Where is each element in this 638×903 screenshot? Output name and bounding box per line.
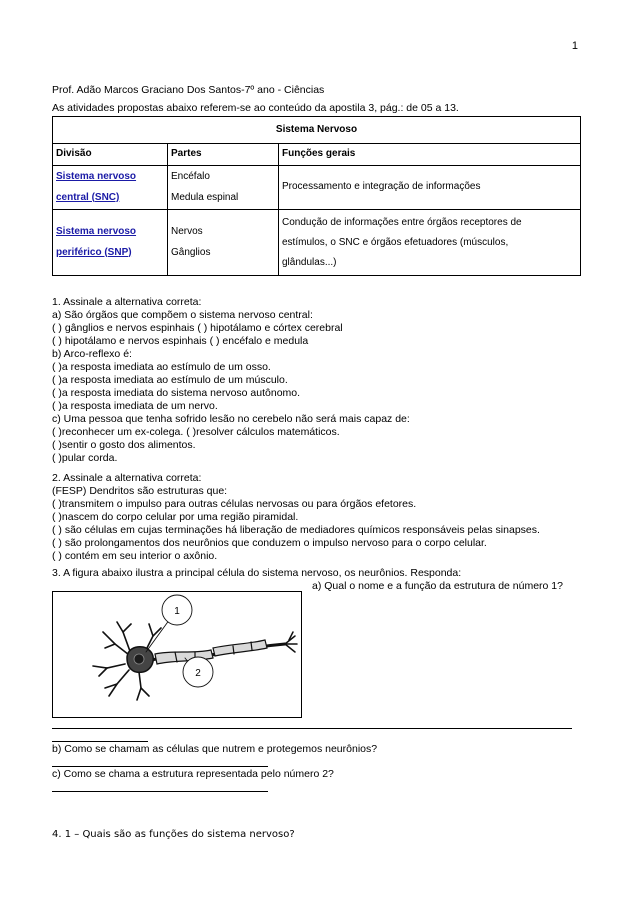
answer-line-b[interactable] [52,766,268,767]
neuron-illustration [53,592,301,717]
q1-option[interactable]: ( ) hipotálamo e nervos espinhais ( ) encéfalo e medula [52,335,309,347]
q1-line: b) Arco-reflexo é: [52,348,132,360]
function-text: Condução de informações entre órgãos receptores de [282,216,522,228]
nervous-system-table [52,116,581,276]
q1-option[interactable]: ( ) gânglios e nervos espinhais ( ) hipotálamo e córtex cerebral [52,322,343,334]
header-division: Divisão [53,144,168,166]
q1-option[interactable]: ( )a resposta imediata do sistema nervoso autônomo. [52,387,301,399]
q2-option[interactable]: ( ) são células em cujas terminações há liberação de mediadores químicos responsáveis pelas sinapses. [52,524,540,536]
label-1: 1 [174,606,180,617]
answer-line-c[interactable] [52,791,268,792]
q3-c: c) Como se chama a estrutura representada pelo número 2? [52,768,334,780]
answer-line-a2[interactable] [52,741,148,742]
page-number: 1 [571,40,578,52]
header-functions: Funções gerais [279,144,581,166]
nucleus [134,654,144,664]
division-link[interactable]: periférico (SNP) [56,246,132,258]
q2-option[interactable]: ( )transmitem o impulso para outras células nervosas ou para órgãos efetores. [52,498,417,510]
part: Nervos [171,226,203,237]
q2-line: (FESP) Dendritos são estruturas que: [52,485,228,497]
q1-option[interactable]: ( )reconhecer um ex-colega. ( )resolver cálculos matemáticos. [52,426,340,438]
intro-text: As atividades propostas abaixo referem-se ao conteúdo da apostila 3, pág.: de 05 a 13. [52,102,459,114]
question-4: 4. 1 – Quais são as funções do sistema nervoso? [52,829,295,840]
q3-a: a) Qual o nome e a função da estrutura de número 1? [312,580,563,592]
q2-option[interactable]: ( )nascem do corpo celular por uma região piramidal. [52,511,299,523]
table-row [53,166,581,210]
function-text: glândulas...) [282,256,337,268]
axon-terminals [285,632,297,652]
q1-line: 1. Assinale a alternativa correta: [52,296,202,308]
q2-option[interactable]: ( ) contém em seu interior o axônio. [52,550,218,562]
label-2: 2 [195,668,201,679]
myelin-sheath [155,640,267,664]
q3-b: b) Como se chamam as células que nutrem e protegemos neurônios? [52,743,378,755]
q1-option[interactable]: ( )a resposta imediata ao estímulo de um osso. [52,361,271,373]
q1-line: c) Uma pessoa que tenha sofrido lesão no cerebelo não será mais capaz de: [52,413,410,425]
q1-line: a) São órgãos que compõem o sistema nervoso central: [52,309,313,321]
part: Encéfalo [171,171,210,182]
table-row [53,210,581,276]
q1-option[interactable]: ( )a resposta imediata ao estímulo de um músculo. [52,374,288,386]
neuron-figure [52,591,302,718]
function-text: Processamento e integração de informações [282,181,481,193]
q1-option[interactable]: ( )sentir o gosto dos alimentos. [52,439,196,451]
part: Medula espinal [171,191,239,203]
q2-option[interactable]: ( ) são prolongamentos dos neurônios que conduzem o impulso nervoso para o corpo celular. [52,537,487,549]
q2-line: 2. Assinale a alternativa correta: [52,472,202,484]
header-line: Prof. Adão Marcos Graciano Dos Santos-7º ano - Ciências [52,84,325,96]
q3-title: 3. A figura abaixo ilustra a principal célula do sistema nervoso, os neurônios. Responda: [52,567,462,579]
answer-line-a[interactable] [52,728,572,729]
header-parts: Partes [168,144,279,166]
q1-option[interactable]: ( )pular corda. [52,452,118,464]
division-link[interactable]: central (SNC) [56,191,120,203]
division-link[interactable]: Sistema nervoso [56,226,137,237]
function-text: estímulos, o SNC e órgãos efetuadores (músculos, [282,236,509,248]
q1-option[interactable]: ( )a resposta imediata de um nervo. [52,400,218,412]
part: Gânglios [171,246,211,258]
division-link[interactable]: Sistema nervoso [56,171,137,182]
table-title: Sistema Nervoso [53,117,581,144]
